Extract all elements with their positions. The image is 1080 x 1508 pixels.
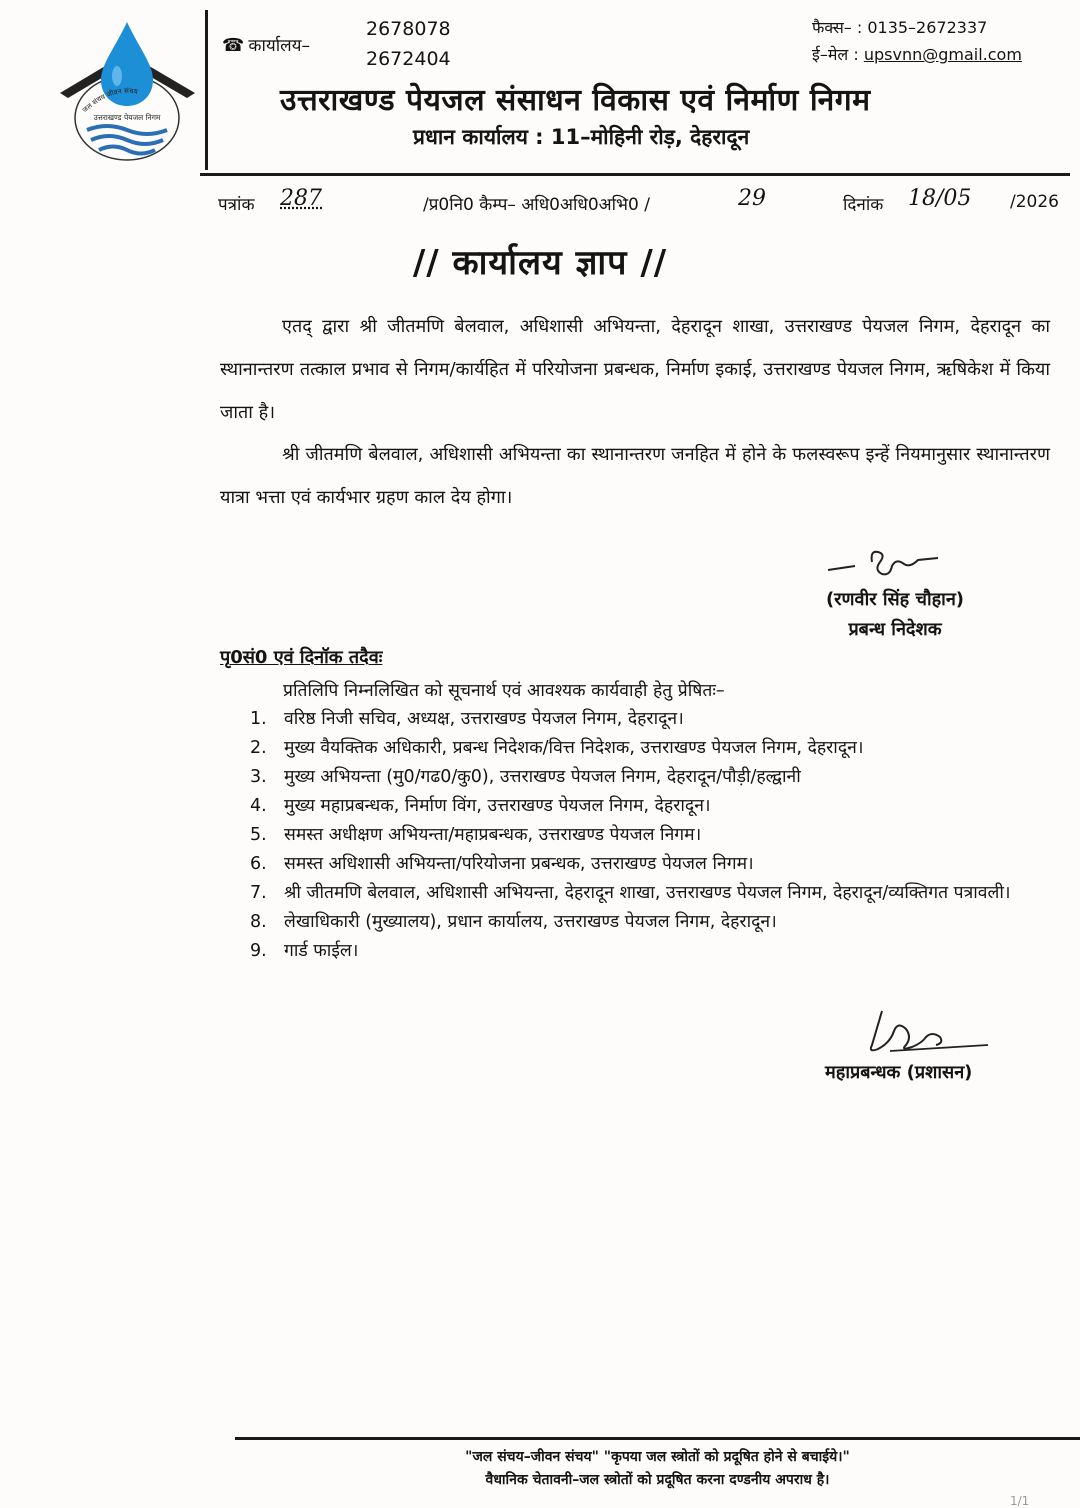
header-horizontal-rule	[200, 173, 1070, 176]
footer-rule	[235, 1437, 1080, 1440]
signatory-designation: प्रबन्ध निदेशक	[848, 619, 942, 640]
list-item: 1. वरिष्ठ निजी सचिव, अध्यक्ष, उत्तराखण्ड पेयजल निगम, देहरादून।	[250, 709, 684, 729]
fax-email-block	[812, 14, 1022, 68]
phone-number: 2678078	[366, 18, 451, 40]
footer-slogan: "जल संचय–जीवन संचय" "कृपया जल स्त्रोतों को प्रदूषित होने से बचाईये।"	[465, 1449, 850, 1465]
logo-name-text: उत्तराखण्ड पेयजल निगम	[93, 113, 161, 122]
logo-ring-text: जल संचय जीवन संचय	[81, 86, 139, 115]
date-day-month: 18/05	[908, 186, 972, 211]
email-label: ई–मेल :	[812, 45, 859, 64]
email-link[interactable]: upsvnn@gmail.com	[863, 45, 1022, 64]
body-paragraph: श्री जीतमणि बेलवाल, अधिशासी अभियन्ता का स्थानान्तरण जनहित में होने के फलस्वरूप इन्हें नियमानुसार स्थानान्तरण यात्रा भत्ता एवं कार्यभार ग्रहण काल देय होगा।	[220, 444, 1050, 508]
page-indicator: 1/1	[1010, 1494, 1030, 1508]
date-year: /2026	[1010, 192, 1059, 212]
ref-label: पत्रांक	[218, 195, 255, 215]
email-line	[812, 41, 1022, 68]
list-item: 2. मुख्य वैयक्तिक अधिकारी, प्रबन्ध निदेशक/वित्त निदेशक, उत्तराखण्ड पेयजल निगम, देहरादून।	[250, 738, 864, 758]
phone-number: 2672404	[366, 48, 451, 70]
head-office-address: प्रधान कार्यालय : 11–मोहिनी रोड़, देहरादून	[413, 125, 750, 149]
reference-row	[218, 186, 1068, 220]
waves-icon	[87, 126, 167, 154]
ref-serial: 29	[738, 186, 766, 211]
signature-general-manager	[860, 1005, 1000, 1060]
list-item: 4. मुख्य महाप्रबन्धक, निर्माण विंग, उत्तराखण्ड पेयजल निगम, देहरादून।	[250, 796, 711, 816]
signatory-block	[800, 585, 990, 645]
copy-intro: प्रतिलिपि निम्नलिखित को सूचनार्थ एवं आवश्यक कार्यवाही हेतु प्रेषितः–	[283, 681, 725, 701]
list-item: 5. समस्त अधीक्षण अभियन्ता/महाप्रबन्धक, उत्तराखण्ड पेयजल निगम।	[250, 825, 702, 845]
list-item: 3. मुख्य अभियन्ता (मु0/गढ0/कु0), उत्तराखण्ड पेयजल निगम, देहरादून/पौड़ी/हल्द्वानी	[250, 767, 801, 787]
signature-managing-director	[800, 540, 1000, 580]
list-item: 8. लेखाधिकारी (मुख्यालय), प्रधान कार्यालय, उत्तराखण्ड पेयजल निगम, देहरादून।	[250, 912, 777, 932]
corporation-logo	[55, 18, 200, 168]
header-vertical-rule	[205, 10, 208, 170]
list-item: 9. गार्ड फाईल।	[250, 941, 359, 961]
ref-path: /प्र0नि0 कैम्प– अधि0अधि0अभि0 /	[423, 195, 650, 215]
fax-line: फैक्स– : 0135–2672337	[812, 18, 988, 37]
telephone-icon: ☎	[222, 35, 245, 56]
memo-title: // कार्यालय ज्ञाप //	[412, 243, 668, 283]
signatory-name: (रणवीर सिंह चौहान)	[825, 589, 965, 610]
phone-label: ☎ कार्यालय–	[222, 35, 311, 56]
copy-heading: पृ0सं0 एवं दिनॉक तदैवः	[220, 647, 383, 668]
organization-name: उत्तराखण्ड पेयजल संसाधन विकास एवं निर्माण निगम	[280, 83, 871, 118]
distribution-list	[250, 705, 1050, 966]
date-label: दिनांक	[843, 195, 884, 215]
list-item: 7. श्री जीतमणि बेलवाल, अधिशासी अभियन्ता, देहरादून शाखा, उत्तराखण्ड पेयजल निगम, देहरादून/व्यक्तिगत पत्रावली।	[250, 883, 1011, 903]
body-paragraph: एतद् द्वारा श्री जीतमणि बेलवाल, अधिशासी अभियन्ता, देहरादून शाखा, उत्तराखण्ड पेयजल निगम, देहरादून का स्थानान्तरण तत्काल प्रभाव से निगम/कार्यहित में परियोजना प्रबन्धक, निर्माण इकाई, उत्तराखण्ड पेयजल निगम, ऋषिकेश में किया जाता है।	[220, 316, 1050, 423]
signatory-designation: महाप्रबन्धक (प्रशासन)	[825, 1062, 973, 1083]
ref-number: 287	[280, 186, 322, 211]
list-item: 6. समस्त अधिशासी अभियन्ता/परियोजना प्रबन्धक, उत्तराखण्ड पेयजल निगम।	[250, 854, 754, 874]
phone-numbers	[366, 14, 451, 74]
footer-warning: वैधानिक चेतावनी–जल स्त्रोतों को प्रदूषित करना दण्डनीय अपराध है।	[485, 1472, 830, 1488]
